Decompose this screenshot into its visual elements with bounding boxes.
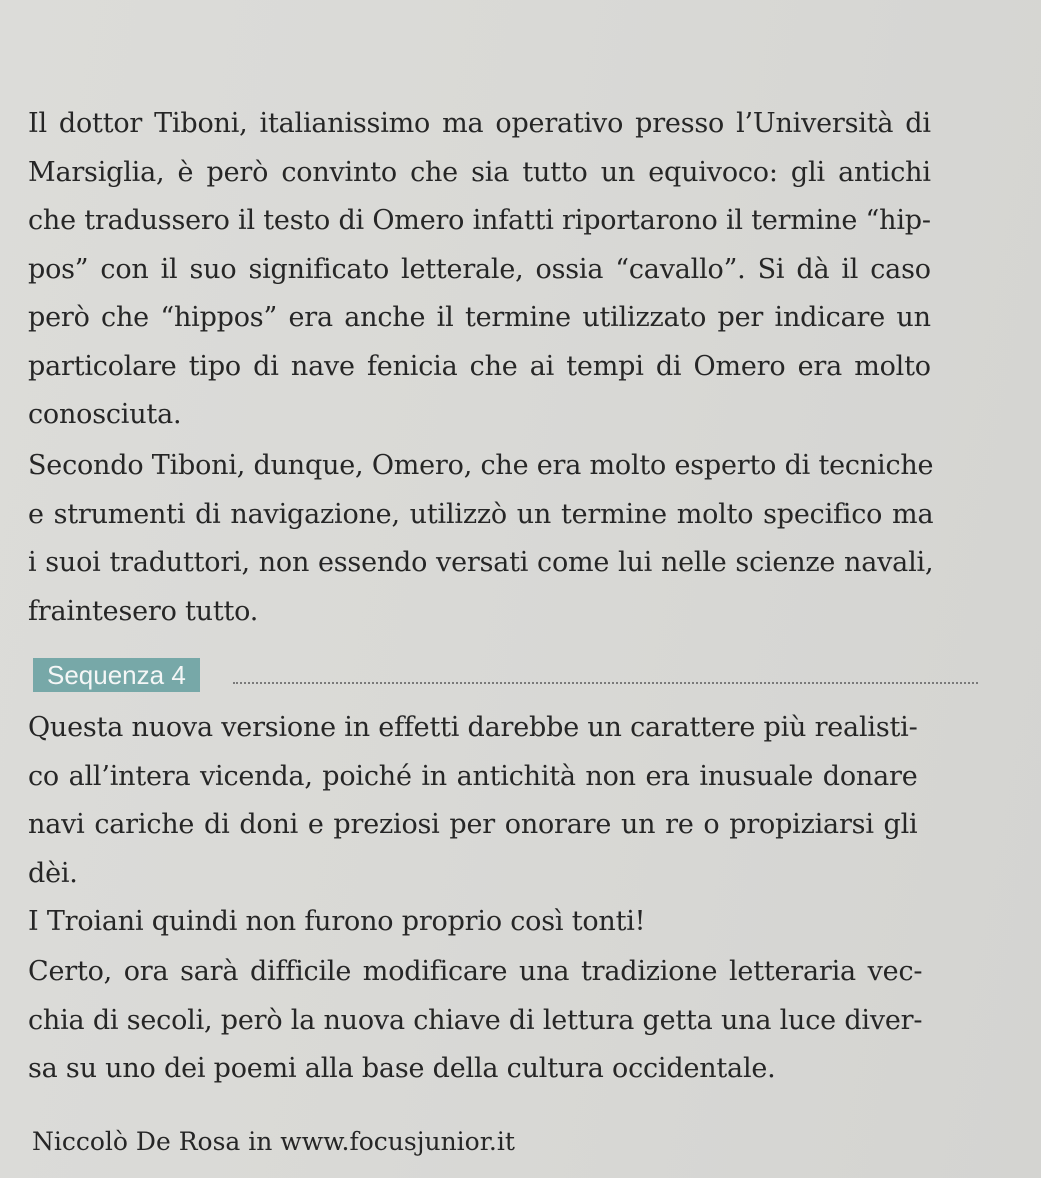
text-line: dèi. bbox=[28, 857, 78, 889]
text-line: co all’intera vicenda, poiché in antichità non era inusuale donare bbox=[28, 760, 918, 792]
text-line: navi cariche di doni e preziosi per onorare un re o propiziarsi gli bbox=[28, 809, 918, 840]
sequence-badge: Sequenza 4 bbox=[33, 658, 200, 692]
paragraph-tradizione bbox=[28, 948, 922, 1094]
text-line: Marsiglia, è però convinto che sia tutto un equivoco: gli antichi bbox=[28, 156, 931, 188]
paragraph-tiboni-equivoco bbox=[28, 100, 931, 440]
text-line: però che “hippos” era anche il termine utilizzato per indicare un bbox=[28, 302, 931, 333]
text-line: I Troiani quindi non furono proprio così tonti! bbox=[28, 906, 646, 937]
text-line: Secondo Tiboni, dunque, Omero, che era molto esperto di tecniche bbox=[28, 450, 934, 481]
sequence-header bbox=[33, 658, 978, 692]
text-line: pos” con il suo significato letterale, ossia “cavallo”. Si dà il caso bbox=[28, 253, 931, 285]
text-line: i suoi traduttori, non essendo versati come lui nelle scienze navali, bbox=[28, 547, 934, 578]
text-line: che tradussero il testo di Omero infatti riportarono il termine “hip- bbox=[28, 205, 931, 236]
text-line: Certo, ora sarà difficile modificare una tradizione letteraria vec- bbox=[28, 956, 923, 987]
text-line: Questa nuova versione in effetti darebbe un carattere più realisti- bbox=[28, 712, 918, 743]
dotted-answer-line bbox=[233, 682, 978, 684]
text-line: Il dottor Tiboni, italianissimo ma operativo presso l’Università di bbox=[28, 108, 931, 139]
source-credit: Niccolò De Rosa in www.focusjunior.it bbox=[32, 1127, 515, 1156]
text-line: conosciuta. bbox=[28, 399, 182, 430]
paragraph-troiani bbox=[28, 898, 645, 947]
text-line: particolare tipo di nave fenicia che ai tempi di Omero era molto bbox=[28, 350, 931, 382]
text-line: e strumenti di navigazione, utilizzò un termine molto specifico ma bbox=[28, 498, 934, 530]
text-line: fraintesero tutto. bbox=[28, 595, 259, 627]
text-line: sa su uno dei poemi alla base della cultura occidentale. bbox=[28, 1053, 776, 1084]
text-line: chia di secoli, però la nuova chiave di lettura getta una luce diver- bbox=[28, 1004, 923, 1036]
paragraph-nuova-versione bbox=[28, 704, 918, 898]
paragraph-secondo-tiboni bbox=[28, 442, 933, 636]
